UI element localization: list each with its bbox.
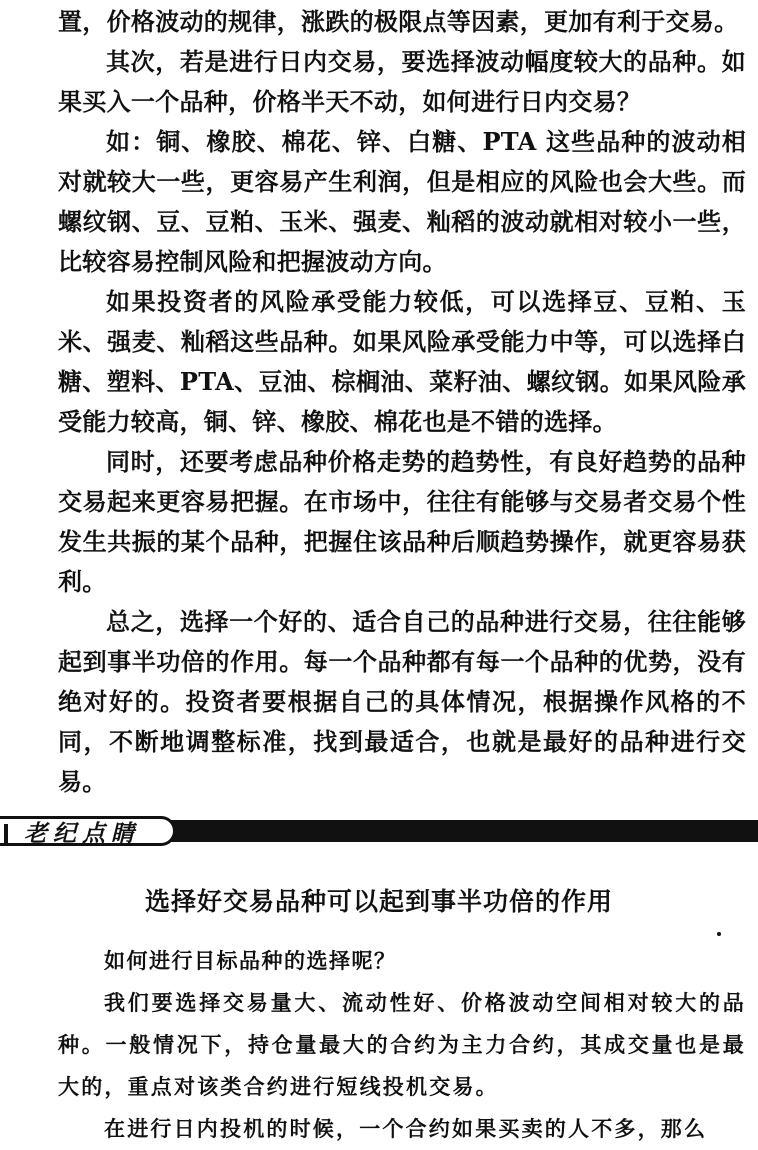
paragraph: 如果投资者的风险承受能力较低，可以选择豆、豆粕、玉米、强麦、籼稻这些品种。如果风险承受能力中等，可以选择白糖、塑料、PTA、豆油、棕榈油、菜籽油、螺纹钢。如果风险承受能力较高，铜、锌、橡胶、棉花也是不错的选择。 bbox=[58, 287, 746, 436]
section-paragraph: 我们要选择交易量大、流动性好、价格波动空间相对较大的品种。一般情况下，持仓量最大的合约为主力合约，其成交量也是最大的，重点对该类合约进行短线投机交易。 bbox=[58, 990, 746, 1099]
section-paragraph: 在进行日内投机的时候，一个合约如果买卖的人不多，那么 bbox=[104, 1116, 708, 1141]
paragraph: 总之，选择一个好的、适合自己的品种进行交易，往往能够起到事半功倍的作用。每一个品种都有每一个品种的优势，没有绝对好的。投资者要根据自己的具体情况，根据操作风格的不同，不断地调整标准，找到最适合，也就是最好的品种进行交易。 bbox=[58, 607, 746, 796]
paragraph: 其次，若是进行日内交易，要选择波动幅度较大的品种。如果买入一个品种，价格半天不动，如何进行日内交易？ bbox=[58, 47, 746, 116]
section-divider bbox=[150, 820, 758, 842]
paragraph: 如：铜、橡胶、棉花、锌、白糖、PTA 这些品种的波动相对就较大一些，更容易产生利润，但是相应的风险也会大些。而螺纹钢、豆、豆粕、玉米、强麦、籼稻的波动就相对较小一些，比较容易控制风险和把握波动方向。 bbox=[58, 127, 746, 276]
section-header-bar bbox=[0, 816, 758, 846]
body-text bbox=[58, 2, 746, 802]
section-tab-label: 老纪点睛 bbox=[24, 820, 140, 847]
section-body bbox=[58, 940, 746, 1150]
print-speck bbox=[717, 932, 721, 936]
section-question: 如何进行目标品种的选择呢？ bbox=[104, 948, 397, 973]
paragraph: 同时，还要考虑品种价格走势的趋势性，有良好趋势的品种交易起来更容易把握。在市场中，往往有能够与交易者交易个性发生共振的某个品种，把握住该品种后顺趋势操作，就更容易获利。 bbox=[58, 447, 746, 596]
section-title: 选择好交易品种可以起到事半功倍的作用 bbox=[144, 887, 613, 916]
paragraph: 置，价格波动的规律，涨跌的极限点等因素，更加有利于交易。 bbox=[58, 7, 739, 36]
tab-edge-mark bbox=[4, 824, 8, 844]
section-tab bbox=[0, 816, 176, 846]
